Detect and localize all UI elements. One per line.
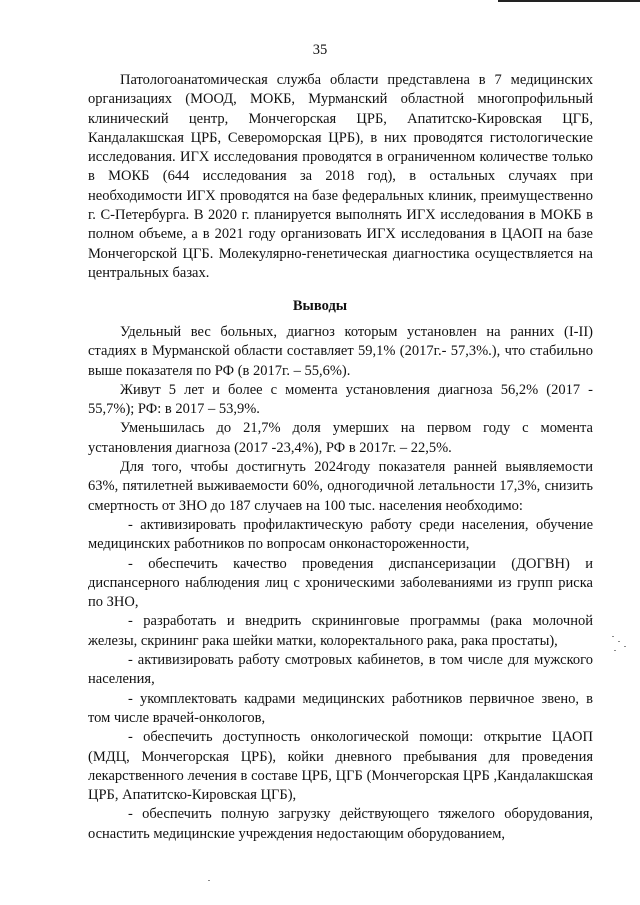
scan-speck	[614, 650, 616, 651]
measure-item: - укомплектовать кадрами медицинских работников первичное звено, в том числе врачей-онкологов,	[88, 690, 593, 726]
scan-speck	[612, 636, 614, 637]
conclusion-paragraph: Удельный вес больных, диагноз которым установлен на ранних (I-II) стадиях в Мурманской области составляет 59,1% (2017г.- 57,3%.), что стабильно выше показателя по РФ (в 2017г. – 55,6%).	[88, 324, 593, 379]
intro-paragraph: Патологоанатомическая служба области представлена в 7 медицинских организациях (МООД, МОКБ, Мурманский областной многопрофильный клинический центр, Мончегорская ЦРБ, Апатитско-Кировская ЦГБ, Кандалакшская ЦРБ, Североморская ЦРБ), в них проводятся гистологические исследования. ИГХ исследования проводятся в ограниченном количестве только в МОКБ (644 исследования за 2018 год), в остальных случаях при необходимости ИГХ проводятся на базе федеральных клиник, преимущественно г. С-Петербурга. В 2020 г. планируется выполнять ИГХ исследования в МОКБ в полном объеме, а в 2021 году организовать ИГХ исследования в ЦАОП на базе Мончегорской ЦГБ. Молекулярно-генетическая диагностика осуществляется на центральных базах.	[88, 72, 593, 281]
intro-section	[88, 71, 593, 283]
scan-speck	[208, 880, 210, 881]
measure-item: - разработать и внедрить скрининговые программы (рака молочной железы, скрининг рака шейки матки, колоректального рака, рака простаты),	[88, 613, 593, 649]
section-heading: Выводы	[292, 298, 348, 314]
measure-item: - обеспечить доступность онкологической помощи: открытие ЦАОП (МДЦ, Мончегорская ЦРБ), койки дневного пребывания для проведения лекарственного лечения в составе ЦРБ, ЦГБ (Мончегорская ЦРБ ,Кандалакшская ЦРБ, Апатитско-Кировская ЦГБ),	[88, 729, 593, 804]
scan-speck	[624, 646, 626, 647]
measure-item: - обеспечить качество проведения диспансеризации (ДОГВН) и диспансерного наблюдения лиц с хроническими заболеваниями из групп риска по ЗНО,	[88, 555, 593, 611]
conclusion-paragraph: Уменьшилась до 21,7% доля умерших на первом году с момента установления диагноза (2017 -23,4%), РФ в 2017г. – 22,5%.	[88, 420, 593, 456]
measure-item: - активизировать работу смотровых кабинетов, в том числе для мужского населения,	[88, 652, 593, 688]
conclusions-section	[88, 323, 593, 844]
scan-speck	[618, 641, 620, 642]
top-edge-line	[498, 0, 640, 2]
measure-item: - обеспечить полную загрузку действующего тяжелого оборудования, оснастить медицинские учреждения недостающим оборудованием,	[88, 806, 593, 842]
conclusion-paragraph: Живут 5 лет и более с момента установления диагноза 56,2% (2017 - 55,7%); РФ: в 2017 – 53,9%.	[88, 381, 593, 418]
measure-item: - активизировать профилактическую работу среди населения, обучение медицинских работников по вопросам онконастороженности,	[88, 516, 593, 553]
page-number: 35	[312, 42, 328, 58]
conclusion-paragraph: Для того, чтобы достигнуть 2024году показателя ранней выявляемости 63%, пятилетней выживаемости 60%, одногодичной летальности 17,3%, снизить смертность от ЗНО до 187 случаев на 100 тыс. населения необходимо:	[88, 459, 593, 514]
